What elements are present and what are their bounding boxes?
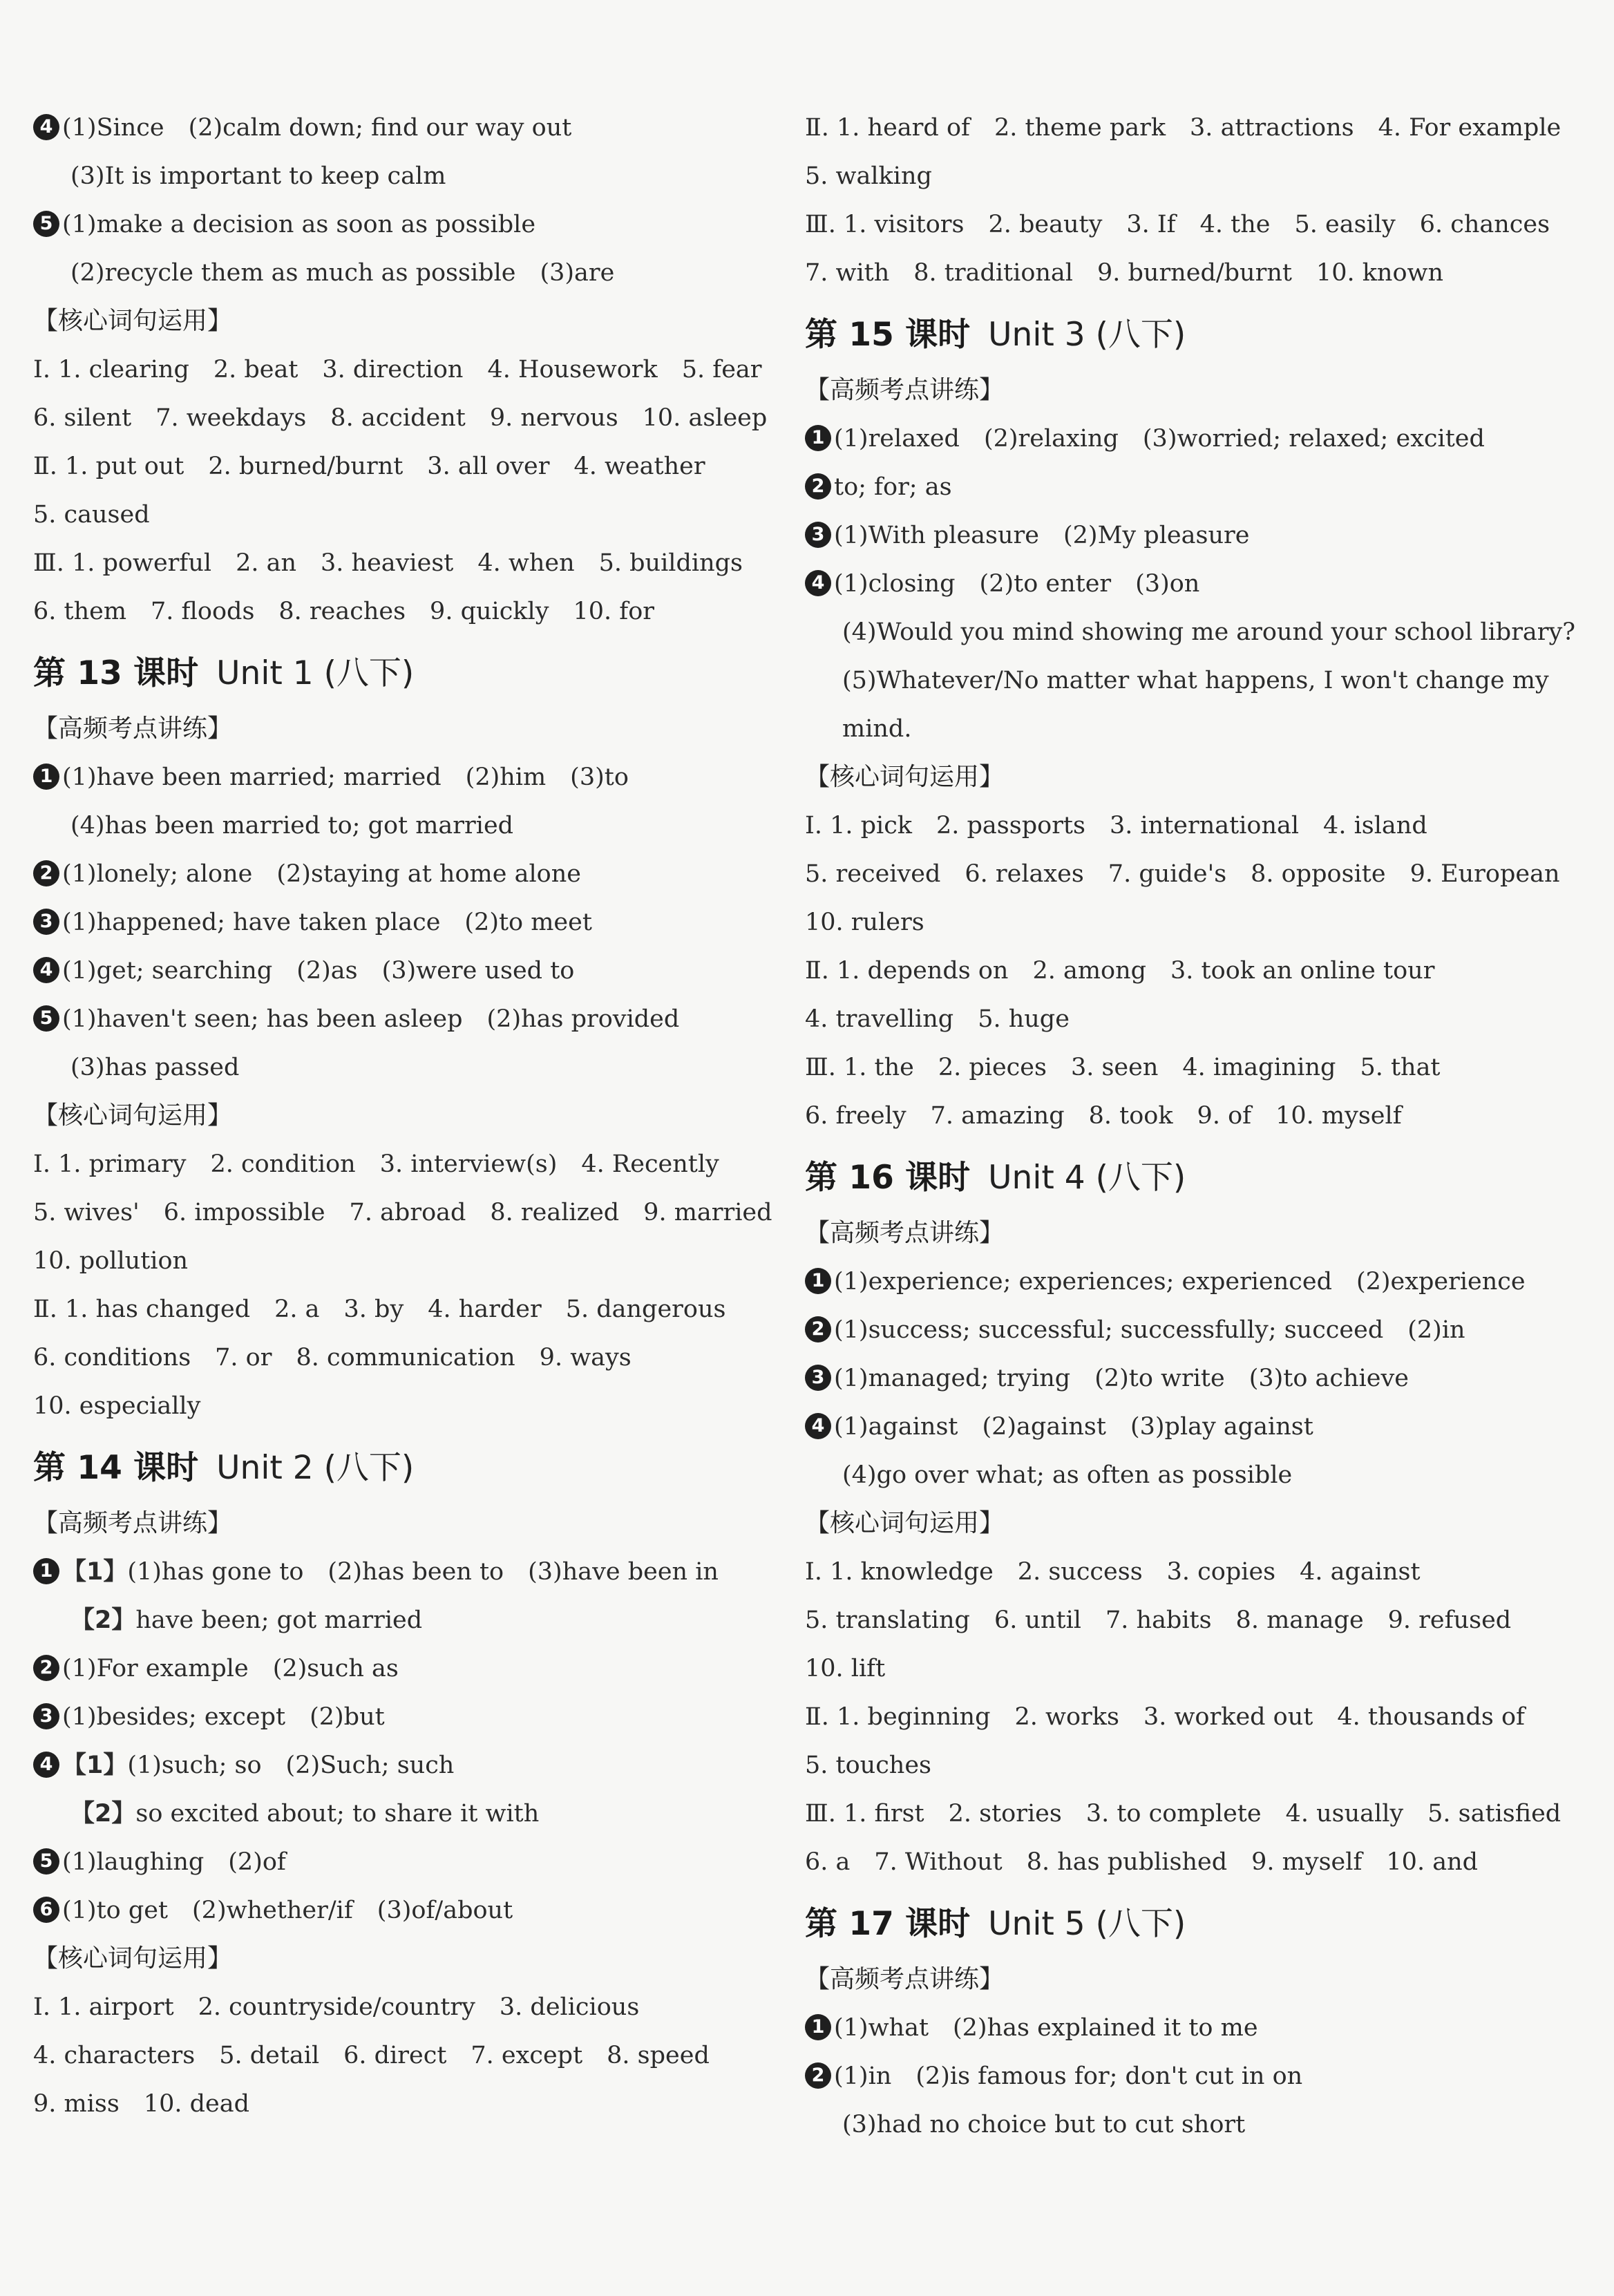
number-badge: 2 — [33, 860, 59, 886]
answer-item — [805, 1403, 1586, 1451]
number-badge: 4 — [33, 1752, 59, 1778]
number-badge: 2 — [805, 2062, 831, 2089]
answer-line: 6. freely 7. amazing 8. took 9. of 10. myself — [805, 1102, 1402, 1130]
answer-line: 5. wives' 6. impossible 7. abroad 8. realized 9. married — [33, 1199, 772, 1226]
answer-text: (5)Whatever/No matter what happens, I won't change my — [842, 667, 1549, 694]
answer-text: have been; got married — [135, 1606, 423, 1634]
answer-line: Ⅰ. 1. airport 2. countryside/country 3. delicious — [33, 1993, 640, 2021]
answer-text: (1)closing (2)to enter (3)on — [834, 570, 1200, 598]
number-badge: 2 — [33, 1655, 59, 1681]
answer-item — [805, 2004, 1586, 2052]
answer-text: (1)has gone to (2)has been to (3)have been in — [127, 1558, 719, 1586]
number-badge: 5 — [33, 211, 59, 237]
section-header: 【高频考点讲练】 — [33, 714, 233, 743]
answer-line: 6. a 7. Without 8. has published 9. myself 10. and — [805, 1848, 1479, 1876]
answer-text: (1)in (2)is famous for; don't cut in on — [834, 2062, 1303, 2090]
answer-line: 5. caused — [33, 501, 150, 529]
section-header: 【核心词句运用】 — [33, 307, 233, 335]
number-badge: 2 — [805, 473, 831, 500]
section-header: 【高频考点讲练】 — [805, 1219, 1005, 1247]
section-header: 【核心词句运用】 — [805, 763, 1005, 791]
section-header: 【核心词句运用】 — [33, 1944, 233, 1973]
answer-line: 10. rulers — [805, 909, 924, 936]
answer-line: 9. miss 10. dead — [33, 2090, 250, 2118]
lesson-number: 第 17 课时 — [805, 1905, 971, 1943]
answer-text: (1)happened; have taken place (2)to meet — [62, 909, 592, 936]
answer-line: 4. travelling 5. huge — [805, 1005, 1070, 1033]
answer-line: 5. translating 6. until 7. habits 8. manage 9. refused — [805, 1606, 1512, 1634]
answer-item — [33, 1790, 766, 1838]
number-badge: 1 — [33, 1558, 59, 1584]
answer-item — [33, 995, 766, 1043]
sub-bracket: 【1】 — [62, 1752, 128, 1779]
number-badge: 2 — [805, 1316, 831, 1343]
lesson-heading — [805, 1140, 1586, 1209]
answer-line: 7. with 8. traditional 9. burned/burnt 10. known — [805, 259, 1444, 287]
answer-item — [33, 104, 766, 152]
answer-line: 5. received 6. relaxes 7. guide's 8. opposite 9. European — [805, 860, 1560, 888]
number-badge: 3 — [805, 522, 831, 548]
answer-item — [33, 850, 766, 898]
lesson-number: 第 14 课时 — [33, 1449, 199, 1487]
answer-line: Ⅲ. 1. the 2. pieces 3. seen 4. imagining 5. that — [805, 1054, 1441, 1081]
unit-label: Unit 3 (八下) — [988, 316, 1186, 354]
lesson-heading — [805, 1886, 1586, 1955]
lesson-number: 第 16 课时 — [805, 1159, 971, 1197]
lesson-number: 第 15 课时 — [805, 316, 971, 354]
answer-item — [33, 1741, 766, 1790]
answer-text: (4)has been married to; got married — [70, 812, 514, 839]
answer-line: 10. pollution — [33, 1247, 189, 1275]
lesson-heading — [805, 297, 1586, 366]
number-badge: 5 — [33, 1848, 59, 1875]
answer-line: Ⅲ. 1. first 2. stories 3. to complete 4. usually 5. satisfied — [805, 1800, 1561, 1828]
answer-item — [33, 1548, 766, 1596]
answer-item — [33, 1838, 766, 1886]
answer-item — [33, 898, 766, 947]
answer-line: 10. lift — [805, 1655, 886, 1682]
section-header: 【核心词句运用】 — [805, 1509, 1005, 1537]
answer-text: (1)Since (2)calm down; find our way out — [62, 114, 572, 142]
answer-line: Ⅲ. 1. powerful 2. an 3. heaviest 4. when 5. buildings — [33, 549, 743, 577]
answer-text: (1)lonely; alone (2)staying at home alone — [62, 860, 581, 888]
answer-line: Ⅰ. 1. knowledge 2. success 3. copies 4. against — [805, 1558, 1421, 1586]
answer-text: (1)relaxed (2)relaxing (3)worried; relaxed; excited — [834, 425, 1485, 453]
answer-item — [33, 947, 766, 995]
answer-text: (1)For example (2)such as — [62, 1655, 399, 1682]
answer-text: (1)success; successful; successfully; succeed (2)in — [834, 1316, 1465, 1344]
sub-bracket: 【2】 — [70, 1800, 136, 1828]
answer-line: 4. characters 5. detail 6. direct 7. except 8. speed — [33, 2042, 710, 2069]
answer-text: mind. — [842, 715, 912, 743]
answer-item — [33, 1644, 766, 1693]
answer-text: (4)Would you mind showing me around your school library? — [842, 618, 1576, 646]
section-header: 【核心词句运用】 — [33, 1101, 233, 1130]
number-badge: 1 — [33, 763, 59, 790]
answer-item — [33, 1886, 766, 1935]
section-header: 【高频考点讲练】 — [805, 376, 1005, 404]
number-badge: 4 — [33, 114, 59, 140]
answer-line: Ⅱ. 1. depends on 2. among 3. took an online tour — [805, 957, 1435, 985]
section-header: 【高频考点讲练】 — [805, 1965, 1005, 1993]
sub-bracket: 【2】 — [70, 1606, 136, 1634]
left-column — [33, 104, 772, 2128]
number-badge: 1 — [805, 2014, 831, 2040]
answer-text: (1)such; so (2)Such; such — [127, 1752, 455, 1779]
answer-line: Ⅰ. 1. pick 2. passports 3. international 4. island — [805, 812, 1427, 839]
number-badge: 3 — [33, 1703, 59, 1729]
answer-text: (1)managed; trying (2)to write (3)to achieve — [834, 1365, 1409, 1392]
answer-text: to; for; as — [834, 473, 952, 501]
answer-text: (3)It is important to keep calm — [70, 162, 446, 190]
right-column — [805, 104, 1586, 2149]
answer-line: Ⅱ. 1. beginning 2. works 3. worked out 4. thousands of — [805, 1703, 1525, 1731]
lesson-number: 第 13 课时 — [33, 654, 199, 692]
answer-text: (1)have been married; married (2)him (3)to — [62, 763, 629, 791]
unit-label: Unit 5 (八下) — [988, 1905, 1186, 1943]
unit-label: Unit 1 (八下) — [216, 654, 415, 692]
answer-text: (1)laughing (2)of — [62, 1848, 286, 1876]
answer-text: so excited about; to share it with — [135, 1800, 540, 1828]
answer-item — [33, 1596, 766, 1644]
answer-text: (1)With pleasure (2)My pleasure — [834, 522, 1250, 549]
answer-item — [33, 1693, 766, 1741]
number-badge: 6 — [33, 1897, 59, 1923]
answer-text: (1)get; searching (2)as (3)were used to — [62, 957, 575, 985]
unit-label: Unit 2 (八下) — [216, 1449, 415, 1487]
answer-line: 5. walking — [805, 162, 932, 190]
answer-line: Ⅲ. 1. visitors 2. beauty 3. If 4. the 5. easily 6. chances — [805, 211, 1550, 238]
unit-label: Unit 4 (八下) — [988, 1159, 1186, 1197]
answer-line: Ⅰ. 1. clearing 2. beat 3. direction 4. Housework 5. fear — [33, 356, 762, 383]
answer-item — [805, 1306, 1586, 1354]
answer-item — [805, 415, 1586, 463]
section-header: 【高频考点讲练】 — [33, 1509, 233, 1537]
answer-text: (1)besides; except (2)but — [62, 1703, 385, 1731]
number-badge: 5 — [33, 1005, 59, 1032]
number-badge: 1 — [805, 425, 831, 451]
lesson-heading — [33, 636, 766, 705]
answer-line: 10. especially — [33, 1392, 201, 1420]
answer-text: (1)make a decision as soon as possible — [62, 211, 536, 238]
answer-item — [805, 2052, 1586, 2100]
answer-item — [33, 753, 766, 801]
answer-line: 5. touches — [805, 1752, 932, 1779]
answer-line: Ⅱ. 1. heard of 2. theme park 3. attractions 4. For example — [805, 114, 1561, 142]
number-badge: 4 — [33, 957, 59, 983]
answer-item — [805, 511, 1586, 560]
answer-line: Ⅰ. 1. primary 2. condition 3. interview(s) 4. Recently — [33, 1150, 719, 1178]
answer-item — [805, 1258, 1586, 1306]
answer-text: (1)haven't seen; has been asleep (2)has provided — [62, 1005, 680, 1033]
answer-line: Ⅱ. 1. put out 2. burned/burnt 3. all over 4. weather — [33, 453, 705, 480]
answer-line: 6. conditions 7. or 8. communication 9. ways — [33, 1344, 632, 1372]
answer-item — [805, 560, 1586, 608]
sub-bracket: 【1】 — [62, 1558, 128, 1586]
answer-line: Ⅱ. 1. has changed 2. a 3. by 4. harder 5. dangerous — [33, 1296, 726, 1323]
answer-text: (3)had no choice but to cut short — [842, 2111, 1246, 2138]
answer-text: (1)against (2)against (3)play against — [834, 1413, 1313, 1441]
answer-text: (4)go over what; as often as possible — [842, 1461, 1293, 1489]
number-badge: 4 — [805, 1413, 831, 1439]
answer-item — [805, 463, 1586, 511]
answer-text: (3)has passed — [70, 1054, 240, 1081]
number-badge: 1 — [805, 1268, 831, 1294]
number-badge: 3 — [33, 909, 59, 935]
answer-line: 6. silent 7. weekdays 8. accident 9. nervous 10. asleep — [33, 404, 768, 432]
answer-line: 6. them 7. floods 8. reaches 9. quickly 10. for — [33, 598, 655, 625]
answer-text: (1)what (2)has explained it to me — [834, 2014, 1258, 2042]
number-badge: 4 — [805, 570, 831, 596]
answer-text: (2)recycle them as much as possible (3)are — [70, 259, 615, 287]
answer-item — [805, 1354, 1586, 1403]
answer-item — [33, 200, 766, 249]
answer-text: (1)to get (2)whether/if (3)of/about — [62, 1897, 513, 1924]
number-badge: 3 — [805, 1365, 831, 1391]
answer-text: (1)experience; experiences; experienced (2)experience — [834, 1268, 1526, 1296]
lesson-heading — [33, 1430, 766, 1499]
